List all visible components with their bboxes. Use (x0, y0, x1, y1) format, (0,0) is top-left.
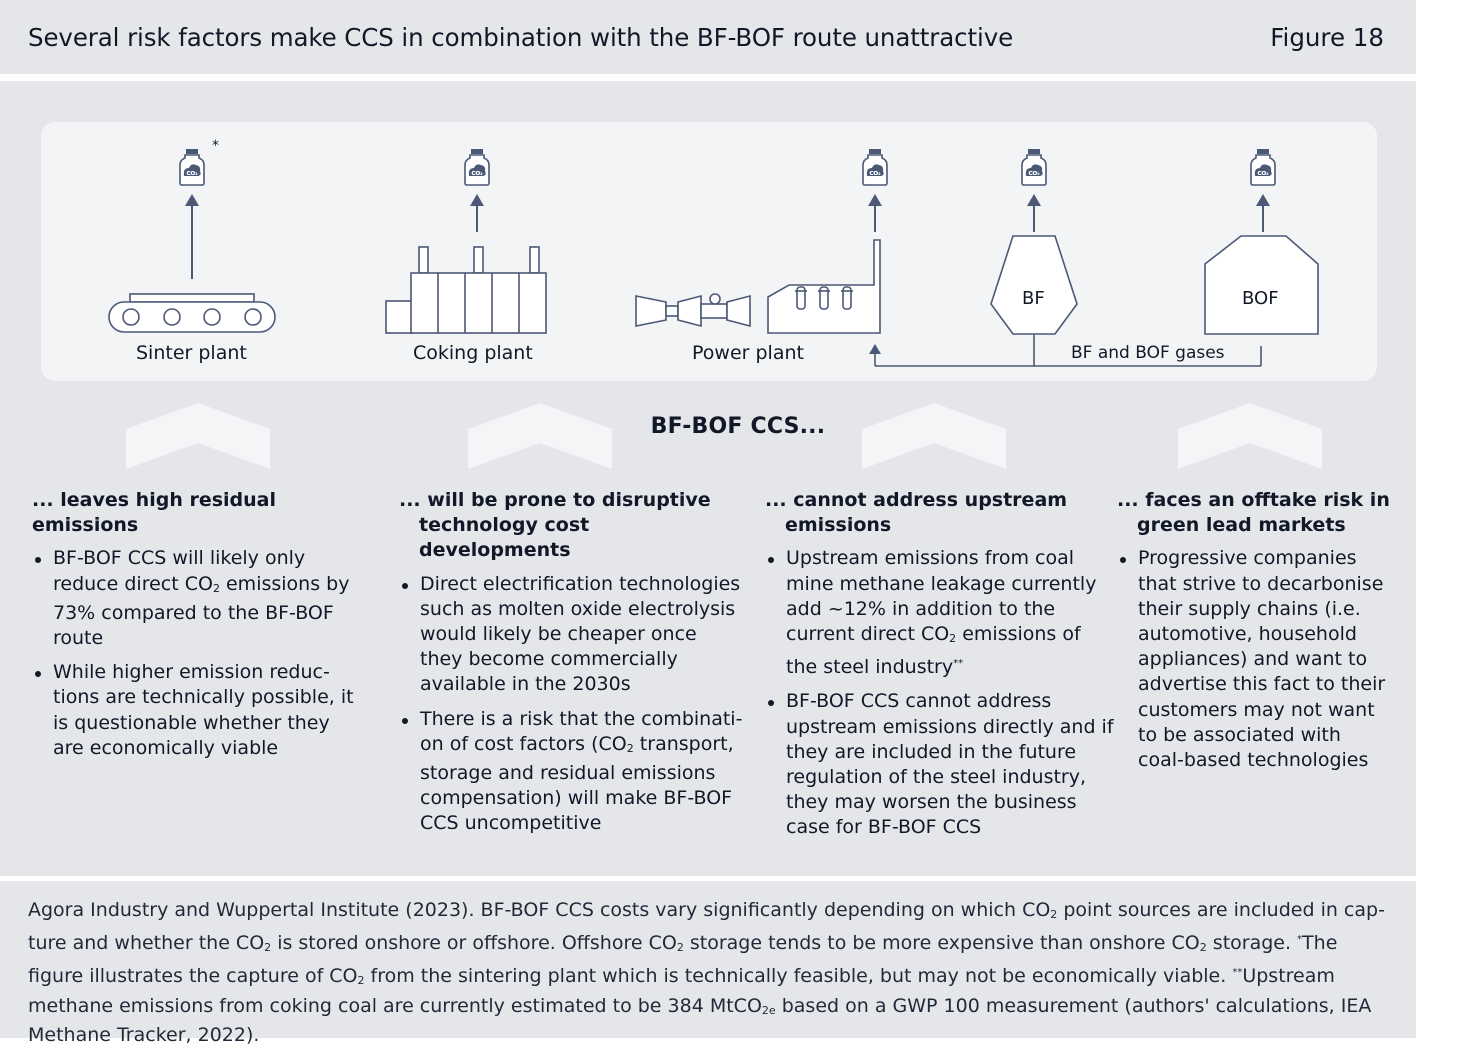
co2-icon-label: CO₂ (1257, 171, 1269, 177)
bullet-item: Progressive companies that strive to decarbonise their supply chains (i.e. automotive, household appliances) and want to advertise this fact to their customers may not want to be associated with coal-based technologies (1117, 546, 1392, 773)
figure-title: Several risk factors make CCS in combination with the BF-BOF route unattractive (28, 22, 1014, 52)
bof-label: BOF (1242, 288, 1279, 309)
source-footnote (0, 881, 1416, 1046)
bullet-item: Direct electrification technologies such as molten oxide electrolysis would likely be cheaper once they become commercially available in the 2030s (399, 572, 744, 698)
center-title: BF-BOF CCS... (650, 414, 826, 439)
diagram-area (0, 81, 1416, 876)
column-heading: ... cannot address upstream emissions (765, 489, 1068, 537)
column-heading: ... will be prone to disruptive technology cost developments (399, 489, 711, 562)
sinter-plant-label: Sinter plant (136, 342, 247, 364)
footnote-text: Agora Industry and Wuppertal Institute (2023). BF-BOF CCS costs vary significantly depending on which $CO_2$ point sources are included in cap- ture and whether the $CO_2$ is stored onshore or offshore. Offshore $CO_2$ storage tends to be more expensive than onshore $CO_2$ storage. *The figure illustrates the capture of $CO_2$ from the sintering plant which is technically feasible, but may not be economically viable. **Upstream methane emissions from coking coal are currently estimated to be 384 MtCO$_{2e}$ based on a GWP 100 measurement (authors' calculations, IEA Methane Tracker, 2022). (28, 899, 1385, 1046)
bullet-item: BF-BOF CCS cannot address upstream emissions directly and if they are included in the future regulation of the steel industry, they may worsen the business case for BF-BOF CCS (765, 689, 1117, 840)
co2-icon-label: CO₂ (471, 171, 483, 177)
co2-icon-label: CO₂ (1028, 171, 1040, 177)
risk-column-technology (399, 488, 744, 846)
bf-label: BF (1022, 288, 1045, 309)
asterisk-note: * (212, 138, 219, 154)
bullet-item: Upstream emissions from coal mine methane leakage currently add ~12% in addition to the current direct $CO_2$ emissions of the steel industry** (765, 546, 1117, 680)
figure-number: Figure 18 (1270, 22, 1384, 52)
power-plant-label: Power plant (692, 342, 804, 364)
co2-icon-label: CO₂ (869, 171, 881, 177)
risk-column-upstream (765, 488, 1117, 850)
bullet-item: There is a risk that the combinati- on of cost factors ($CO_2$ transport, storage and residual emissions compensation) will make BF-BOF CCS uncompetitive (399, 707, 744, 837)
figure-header (0, 0, 1416, 74)
coking-plant-label: Coking plant (413, 342, 533, 364)
column-heading: ... leaves high residual emissions (32, 489, 277, 537)
risk-column-offtake (1117, 488, 1392, 782)
risk-column-residual (32, 488, 362, 770)
bullet-item: While higher emission reduc- tions are technically possible, it is questionable whether they are economically viable (32, 660, 362, 761)
bullet-item: BF-BOF CCS will likely only reduce direct $CO_2$ emissions by 73% compared to the BF-BOF route (32, 546, 362, 651)
process-diagram: CO₂ * CO₂ CO₂ CO₂ CO₂ CO₂ (41, 122, 1377, 381)
gases-label: BF and BOF gases (1071, 343, 1225, 363)
co2-icon-label: CO₂ (186, 171, 198, 177)
column-heading: ... faces an offtake risk in green lead markets (1117, 489, 1390, 537)
